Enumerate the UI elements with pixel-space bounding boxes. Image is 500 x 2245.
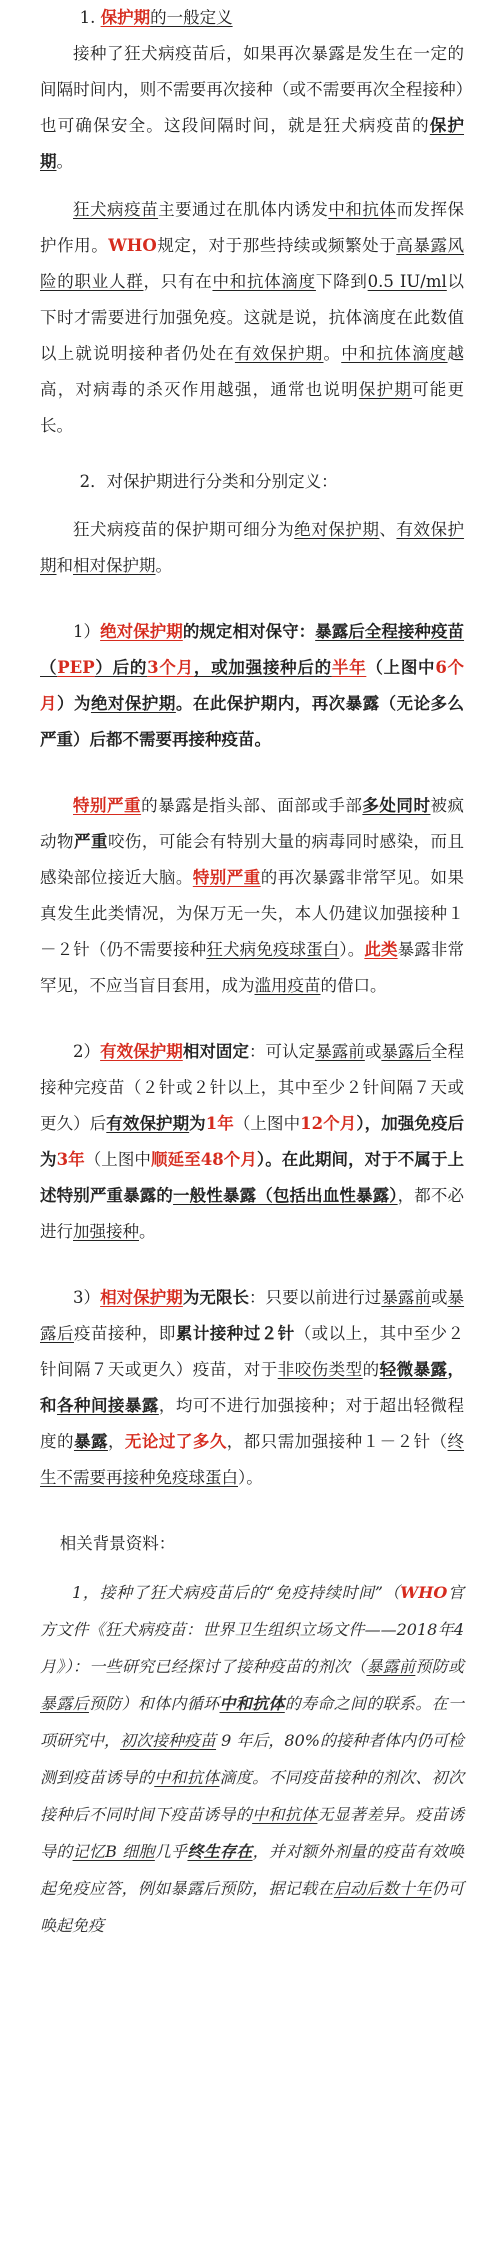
term-red: PEP <box>57 658 95 677</box>
text: 以下时才需要进行加强免疫。这就是说，抗体滴度在此数值以上就说明接种者仍处在 <box>40 272 465 363</box>
heading-text: 2．对保护期进行分类和分别定义： <box>79 472 338 491</box>
text: 的 <box>362 1360 380 1379</box>
text: 。 <box>323 344 342 363</box>
text-bold: 的规定相对保守： <box>182 622 316 641</box>
text-bold: 暴露 <box>73 1432 108 1451</box>
term: 启动后数十年 <box>333 1879 432 1898</box>
text-bold: 轻微暴露 <box>379 1360 448 1379</box>
term: 暴露后 <box>381 1042 432 1061</box>
text: 下降到 <box>315 272 368 291</box>
text-bold: 多处同时 <box>362 796 431 815</box>
text: 或 <box>431 1288 448 1307</box>
heading-text: 相关背景资料： <box>59 1534 176 1553</box>
text: 接种了狂犬病疫苗后，如果再次暴露是发生在一定的间隔时间内，则不需要再次接种（或不需要再次全程接种）也可确保安全。这段间隔时间，就是狂犬病疫苗的 <box>40 44 464 135</box>
text: 狂犬病疫苗的保护期可细分为 <box>73 520 295 539</box>
section-2-heading <box>40 464 464 500</box>
term: 暴露后 <box>40 1694 89 1713</box>
text: 。 <box>155 556 172 575</box>
text-bold: 累计接种过２针 <box>175 1324 295 1343</box>
text-bold: ，和 <box>40 1360 465 1415</box>
text: ，均可不进行加强接种；对于超出轻微程度的 <box>40 1396 465 1451</box>
text-bold: 相对固定 <box>182 1042 249 1061</box>
term: 绝对保护期 <box>294 520 380 539</box>
term-red: 此类 <box>364 940 398 959</box>
text: ：只要以前进行过 <box>249 1288 382 1307</box>
text: ， <box>107 1432 125 1451</box>
text-bold: 绝对保护期 <box>90 694 176 713</box>
text-bold: 为 <box>189 1114 206 1133</box>
term-red: 1年 <box>205 1114 234 1133</box>
text: ，都只需加强接种１－２针（ <box>226 1432 448 1451</box>
text-bold: 一般性暴露（包括出血性暴露） <box>173 1186 398 1205</box>
section-1-paragraph-1 <box>40 36 464 180</box>
text: 无显著差异。疫苗诱导的 <box>40 1805 464 1861</box>
item-number: 3） <box>73 1288 101 1307</box>
text: 而发挥保护作用。 <box>40 200 465 255</box>
text: 1，接种了狂犬病疫苗后的“免疫持续时间”（ <box>72 1583 401 1602</box>
text: 滴度。不同疫苗接种的剂次、初次接种后不同时间下疫苗诱导的 <box>40 1768 464 1824</box>
text: 的暴露是指头部、面部或手部 <box>141 796 363 815</box>
term: 0.5 IU/ml <box>367 272 447 291</box>
term-red: 特别严重 <box>192 868 261 887</box>
text: （上图中 <box>84 1150 151 1169</box>
term: 中和抗体 <box>328 200 397 219</box>
term: 暴露前 <box>315 1042 365 1061</box>
text: 仍可唤起免疫 <box>40 1879 464 1935</box>
who-label: WHO <box>400 1583 448 1602</box>
text: （或以上，其中至少２针间隔７天或更久）疫苗，对于 <box>40 1324 465 1379</box>
term: 有效保护期 <box>40 520 465 575</box>
text: 全程接种完疫苗（２针或２针以上，其中至少２针间隔７天或更久）后 <box>40 1042 465 1133</box>
term: 滥用疫苗 <box>254 976 321 995</box>
section-1-heading <box>40 0 464 36</box>
term: 有效保护期 <box>234 344 324 363</box>
term: 保护期 <box>358 380 413 399</box>
term: 中和抗体滴度 <box>212 272 316 291</box>
text: 越高，对病毒的杀灭作用越强，通常也说明 <box>40 344 465 399</box>
term: 狂犬病免疫球蛋白 <box>206 940 340 959</box>
heading-keyword: 保护期 <box>100 8 151 27</box>
text: 预防）和体内循环 <box>88 1694 220 1713</box>
text: ，只有在 <box>143 272 213 291</box>
text-bold: ）为 <box>56 694 91 713</box>
term-red: 3年 <box>56 1150 85 1169</box>
text: 、 <box>379 520 397 539</box>
text: ）。 <box>238 1468 263 1487</box>
text-bold: ，或加强接种后的 <box>193 658 332 677</box>
term: 初次接种疫苗 <box>120 1731 217 1750</box>
who-label: WHO <box>108 236 157 255</box>
text: 规定，对于那些持续或频繁处于 <box>156 236 397 255</box>
term: 中和抗体 <box>252 1805 318 1824</box>
term: 高暴露风险的职业人群 <box>40 236 465 291</box>
text-bold: ）。在此期间，对于不属于上述特别严重暴露的 <box>40 1150 465 1205</box>
term-red: 特别严重 <box>73 796 142 815</box>
term: 相对保护期 <box>73 556 156 575</box>
text: 被疯动物 <box>40 796 465 851</box>
term-red: 6个月 <box>40 658 465 713</box>
item-number: 2） <box>73 1042 101 1061</box>
text: ）。 <box>339 940 365 959</box>
text: 的寿命之间的联系。在一项研究中， <box>40 1694 464 1750</box>
term: 加强接种 <box>73 1222 139 1241</box>
term-red: 顺延至48个月 <box>151 1150 257 1169</box>
text: 。 <box>56 152 73 171</box>
text-bold: 为无限长 <box>182 1288 249 1307</box>
term: 暴露前 <box>381 1288 431 1307</box>
term: 终生不需要再接种免疫球蛋白 <box>40 1432 465 1487</box>
text: 可能更长。 <box>40 380 465 435</box>
text-bold: 严重 <box>73 832 108 851</box>
text-bold: 各种间接暴露 <box>56 1396 159 1415</box>
text-bold: 暴露后全程接种疫苗（ <box>40 622 465 677</box>
term: 中和抗体 <box>219 1694 285 1713</box>
text-bold: ），加强免疫后为 <box>40 1114 465 1169</box>
term: 暴露后 <box>40 1288 465 1343</box>
section-2-paragraph <box>40 512 464 584</box>
text-bold: ）后的 <box>94 658 148 677</box>
term-protection-period: 保护期 <box>40 116 465 171</box>
text: 疫苗接种，即 <box>73 1324 176 1343</box>
term: 记忆B 细胞 <box>72 1842 155 1861</box>
text: 咬伤，可能会有特别大量的病毒同时感染，而且感染部位接近大脑。 <box>40 832 465 887</box>
term-red: 绝对保护期 <box>100 622 183 641</box>
text: 和 <box>56 556 73 575</box>
text: ，并对额外剂量的疫苗有效唤起免疫应答，例如暴露后预防，据记载在 <box>40 1842 464 1898</box>
text: 。 <box>139 1222 156 1241</box>
absolute-protection-paragraph <box>40 614 464 758</box>
term-red: 半年 <box>331 658 367 677</box>
severe-exposure-paragraph <box>40 788 464 1004</box>
text-bold: （上图中 <box>366 658 436 677</box>
text: 主要通过在肌体内诱发 <box>158 200 329 219</box>
text: 的借口。 <box>320 976 387 995</box>
term-red: 无论过了多久 <box>124 1432 227 1451</box>
term: 终生存在 <box>187 1842 253 1861</box>
item-number: 1） <box>73 622 101 641</box>
section-1-paragraph-2 <box>40 192 464 444</box>
text-bold: 有效保护期 <box>106 1114 190 1133</box>
term: 暴露前 <box>366 1657 416 1676</box>
text: 官方文件《狂犬病疫苗：世界卫生组织立场文件——2018年4月》）：一些研究已经探讨了接种疫苗的剂次（ <box>40 1583 464 1676</box>
text: 的再次暴露非常罕见。如果真发生此类情况，为保万无一失，本人仍建议加强接种１－２针（仍不需要接种 <box>40 868 465 959</box>
heading-text: 的一般定义 <box>150 8 233 27</box>
text: 暴露非常罕见，不应当盲目套用，成为 <box>40 940 465 995</box>
text-bold: 。在此保护期内，再次暴露（无论多么严重）后都不需要再接种疫苗。 <box>40 694 465 749</box>
text: （上图中 <box>233 1114 301 1133</box>
term-red: 相对保护期 <box>100 1288 183 1307</box>
term: 非咬伤类型 <box>277 1360 363 1379</box>
term-red: 12个月 <box>300 1114 357 1133</box>
term-red: 3个月 <box>147 658 194 677</box>
text: 几乎 <box>154 1842 188 1861</box>
text: 或 <box>364 1042 382 1061</box>
heading-number: 1. <box>79 8 101 27</box>
term: 中和抗体滴度 <box>341 344 448 363</box>
text: ，都不必进行 <box>40 1186 465 1241</box>
term: 中和抗体 <box>154 1768 220 1787</box>
effective-protection-paragraph <box>40 1034 464 1250</box>
background-paragraph <box>40 1574 464 1944</box>
background-heading <box>40 1526 464 1562</box>
text: ：可认定 <box>249 1042 316 1061</box>
text: 9 年后，80%的接种者体内仍可检测到疫苗诱导的 <box>40 1731 464 1787</box>
text: 预防或 <box>415 1657 464 1676</box>
term: 狂犬病疫苗 <box>73 200 159 219</box>
term-red: 有效保护期 <box>100 1042 183 1061</box>
relative-protection-paragraph <box>40 1280 464 1496</box>
